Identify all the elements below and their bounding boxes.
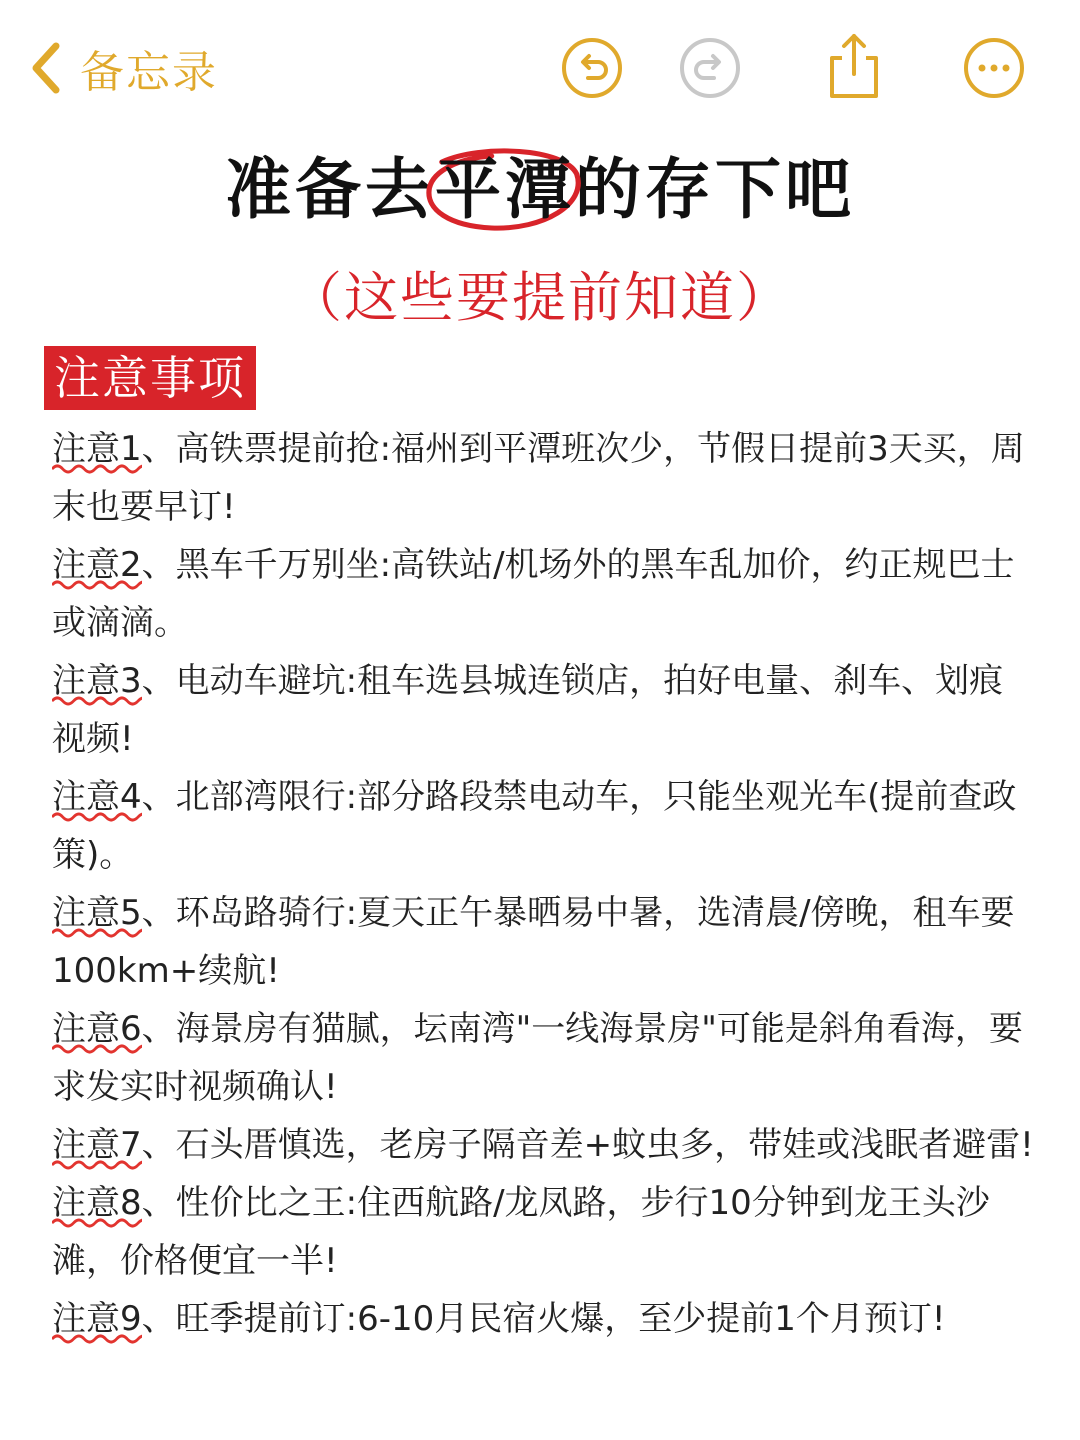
wavy-underline [52, 1216, 142, 1230]
redo-button[interactable] [678, 36, 742, 100]
list-item [52, 768, 1037, 884]
title-highlight [435, 140, 575, 240]
title-before: 准备去 [225, 151, 435, 228]
note-text: 、北部湾限行:部分路段禁电动车，只能坐观光车(提前查政策)。 [52, 777, 1017, 875]
note-text: 、石头厝慎选，老房子隔音差+蚊虫多，带娃或浅眠者避雷! [141, 1125, 1034, 1165]
note-text: 、高铁票提前抢:福州到平潭班次少，节假日提前3天买，周末也要早订! [52, 429, 1025, 527]
note-text: 、黑车千万别坐:高铁站/机场外的黑车乱加价，约正规巴士或滴滴。 [52, 545, 1015, 643]
undo-button[interactable] [560, 36, 624, 100]
note-label: 注意8 [52, 1174, 142, 1232]
notes-list [52, 420, 1037, 1348]
subtitle: （这些要提前知道） [288, 266, 792, 329]
chevron-left-icon [28, 40, 62, 96]
list-item [52, 420, 1037, 536]
note-text: 、环岛路骑行:夏天正午暴晒易中暑，选清晨/傍晚，租车要100km+续航! [52, 893, 1015, 991]
back-button[interactable] [28, 36, 218, 100]
wavy-underline [52, 810, 142, 824]
wavy-underline [52, 462, 142, 476]
redo-icon [678, 36, 742, 100]
more-button[interactable] [962, 36, 1026, 100]
wavy-underline [52, 578, 142, 592]
note-label: 注意2 [52, 536, 142, 594]
note-label: 注意4 [52, 768, 142, 826]
wavy-underline [52, 1332, 142, 1346]
note-title [0, 140, 1080, 240]
title-after: 的存下吧 [575, 151, 855, 228]
title-highlight-text: 平潭 [435, 151, 575, 228]
list-item [52, 1174, 1037, 1290]
note-label: 注意6 [52, 1000, 142, 1058]
note-label: 注意1 [52, 420, 142, 478]
note-label: 注意9 [52, 1290, 142, 1348]
wavy-underline [52, 694, 142, 708]
list-item [52, 652, 1037, 768]
back-label: 备忘录 [80, 47, 218, 98]
share-icon [822, 30, 886, 102]
note-label: 注意7 [52, 1116, 142, 1174]
note-text: 、旺季提前订:6-10月民宿火爆，至少提前1个月预订! [141, 1299, 946, 1339]
list-item [52, 1290, 1037, 1348]
wavy-underline [52, 1042, 142, 1056]
list-item [52, 1116, 1037, 1174]
more-icon [962, 36, 1026, 100]
toolbar [0, 0, 1080, 130]
share-button[interactable] [822, 30, 886, 102]
note-label: 注意3 [52, 652, 142, 710]
title-text [225, 151, 855, 228]
note-text: 、性价比之王:住西航路/龙凤路，步行10分钟到龙王头沙滩，价格便宜一半! [52, 1183, 990, 1281]
note-label: 注意5 [52, 884, 142, 942]
list-item [52, 884, 1037, 1000]
list-item [52, 536, 1037, 652]
wavy-underline [52, 1158, 142, 1172]
note-text: 、海景房有猫腻，坛南湾"一线海景房"可能是斜角看海，要求发实时视频确认! [52, 1009, 1023, 1107]
undo-icon [560, 36, 624, 100]
wavy-underline [52, 926, 142, 940]
section-heading: 注意事项 [44, 346, 256, 410]
note-text: 、电动车避坑:租车选县城连锁店，拍好电量、刹车、划痕视频! [52, 661, 1004, 759]
list-item [52, 1000, 1037, 1116]
